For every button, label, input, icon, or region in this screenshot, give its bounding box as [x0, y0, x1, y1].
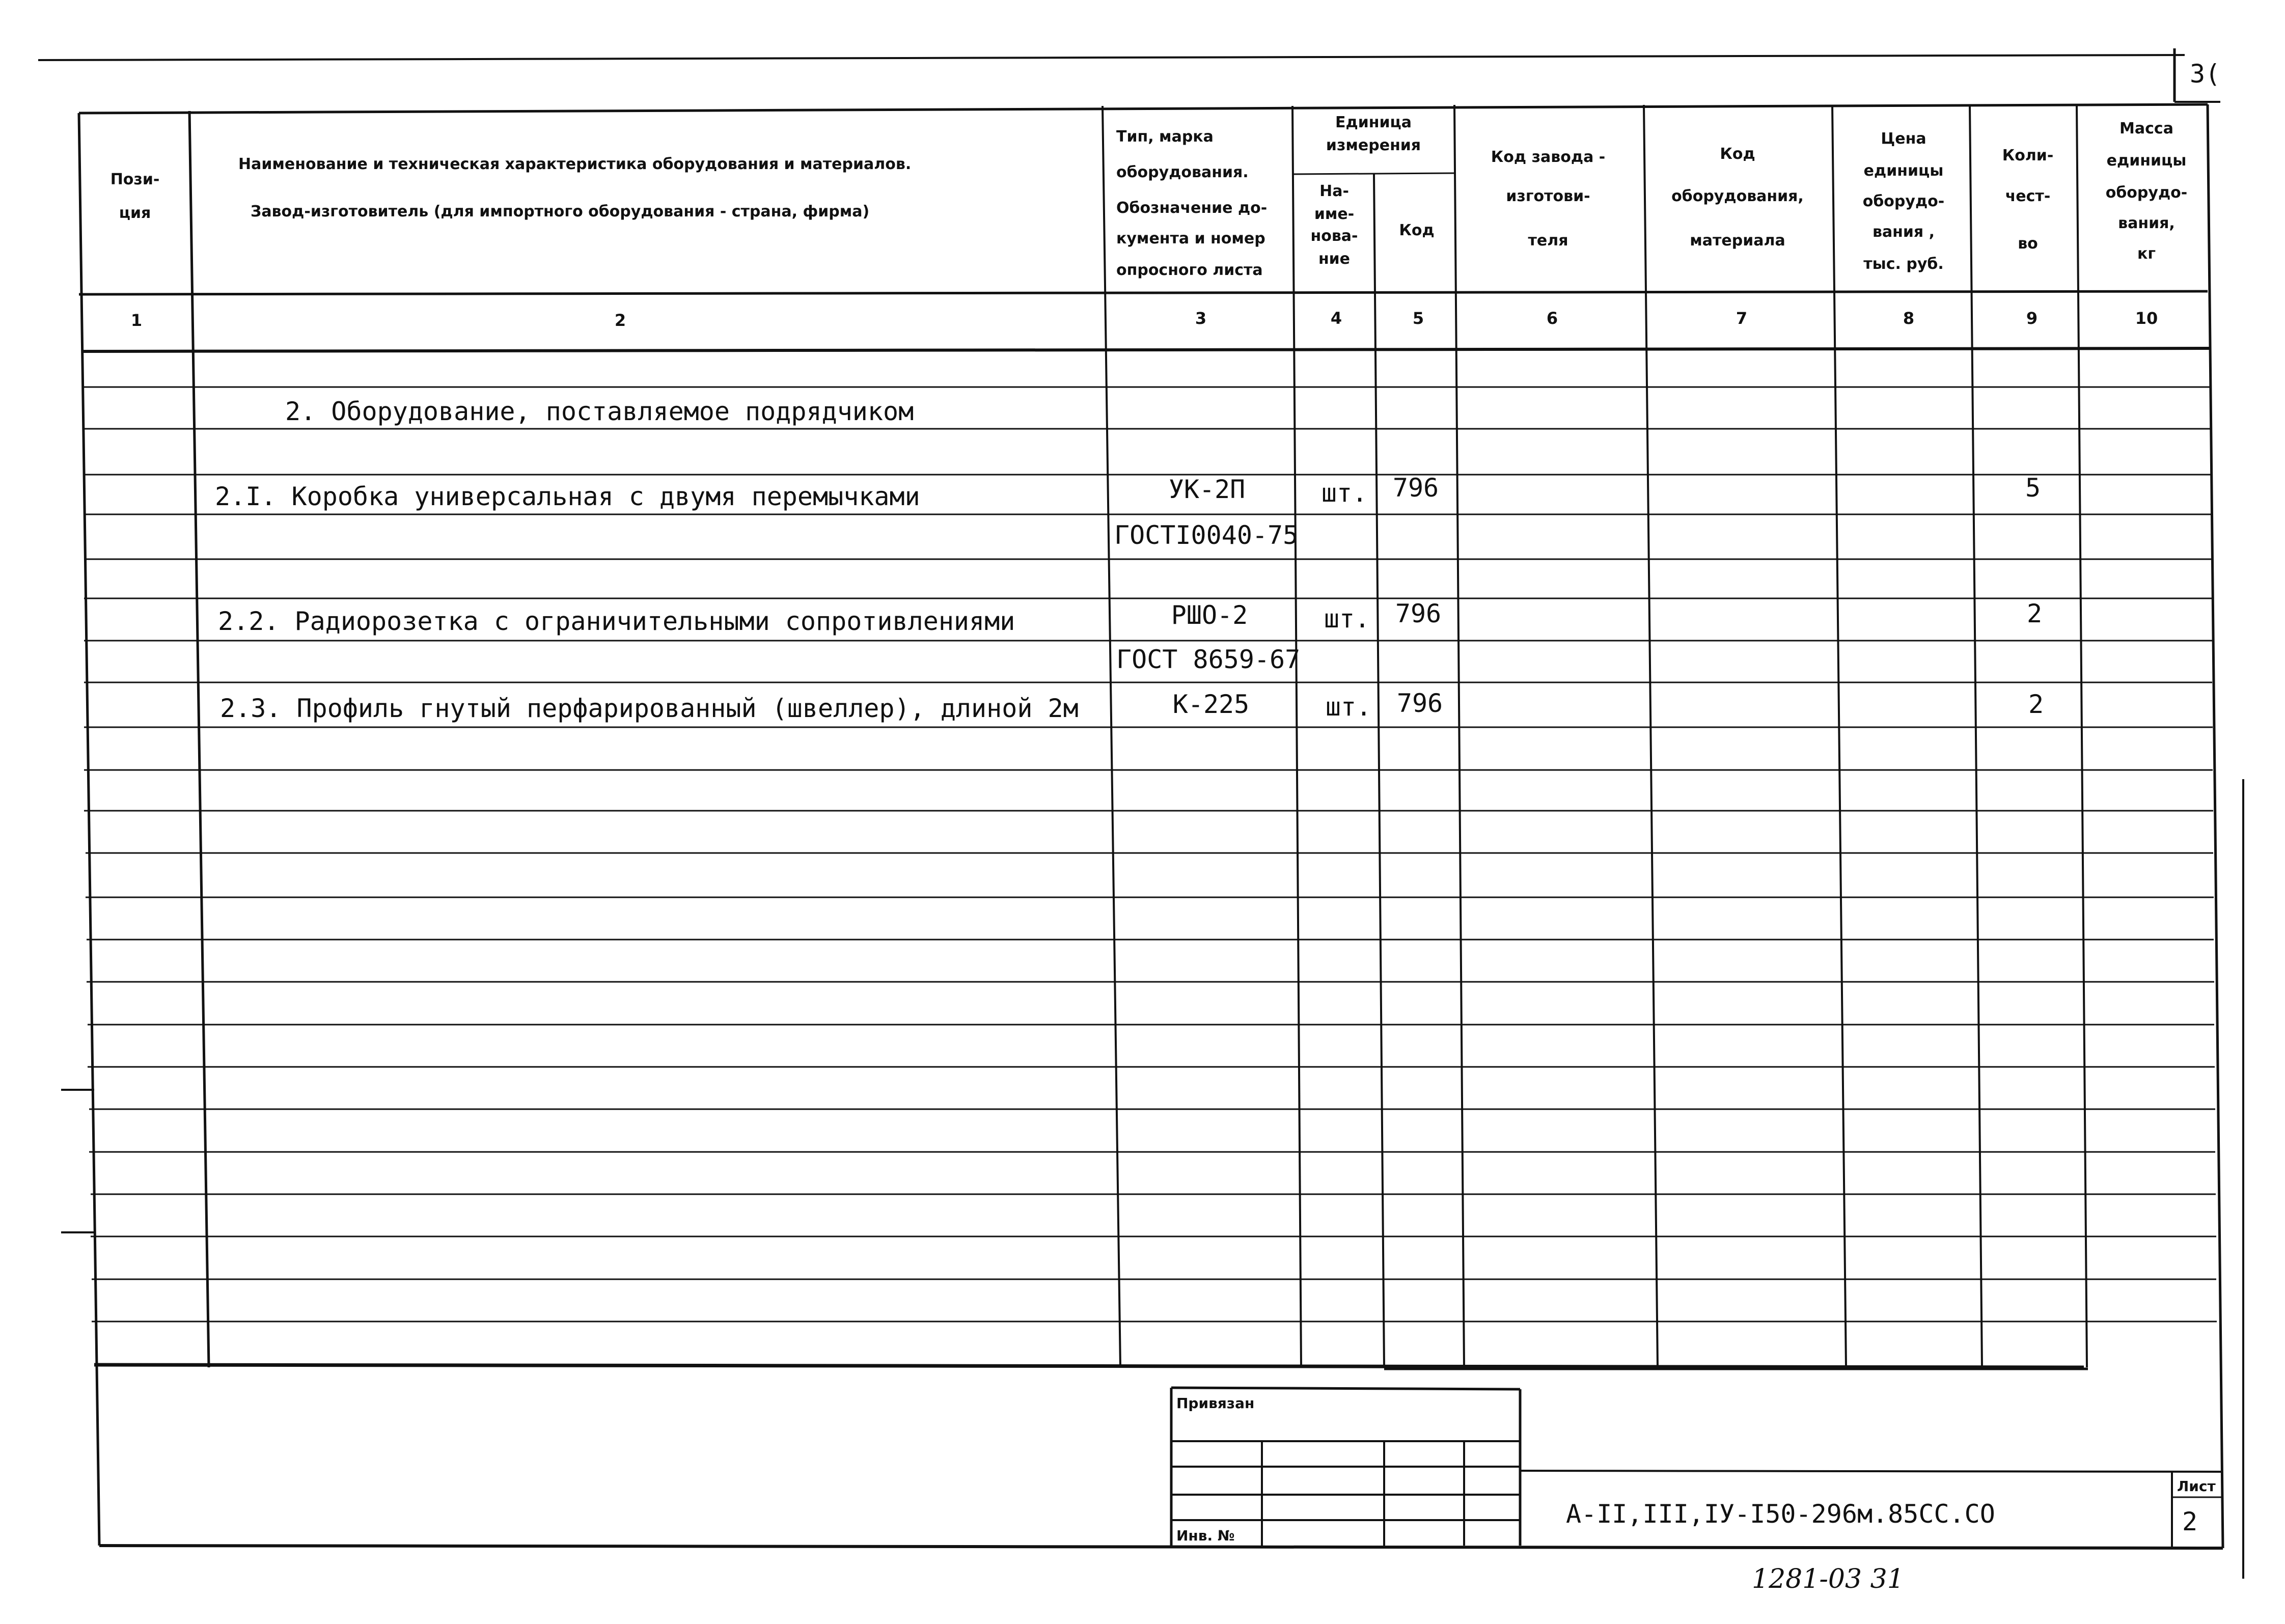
svg-text:кумента и номер: кумента и номер	[1116, 230, 1265, 247]
item-doc: ГОСТ 8659-67	[1116, 645, 1301, 674]
svg-text:оборудования.: оборудования.	[1116, 163, 1249, 181]
svg-text:Пози-: Пози-	[110, 171, 160, 188]
col-line-5	[1454, 105, 1464, 1367]
svg-text:Код завода -: Код завода -	[1491, 148, 1606, 166]
col-line-7	[1832, 105, 1846, 1367]
item-qty: 2	[2026, 599, 2043, 628]
item-name: 2.2. Радиорозетка с ограничительными сопротивлениями	[218, 607, 1015, 636]
svg-text:единицы: единицы	[1863, 162, 1944, 180]
designation-top-line	[1520, 1471, 2223, 1472]
svg-text:6: 6	[1546, 309, 1558, 328]
svg-text:Тип, марка: Тип, марка	[1116, 128, 1214, 146]
item-row-1	[215, 473, 2041, 550]
item-unit: шт.	[1321, 478, 1368, 508]
svg-text:2: 2	[614, 311, 626, 330]
unit-group-divider	[1292, 173, 1454, 174]
item-name: 2.I. Коробка универсальная с двумя перемычками	[215, 482, 920, 511]
svg-text:4: 4	[1330, 309, 1342, 328]
number-row-bottom-line	[81, 348, 2210, 351]
svg-text:8: 8	[1903, 309, 1915, 328]
header-col-6	[1491, 148, 1605, 250]
svg-text:изготови-: изготови-	[1506, 187, 1590, 205]
svg-text:Код: Код	[1720, 145, 1755, 163]
svg-text:ние: ние	[1318, 250, 1351, 268]
item-doc: ГОСТI0040-75	[1114, 520, 1299, 550]
svg-text:3: 3	[1195, 309, 1207, 328]
svg-text:оборудо-: оборудо-	[2105, 184, 2188, 202]
top-border-line	[38, 55, 2185, 60]
svg-text:во: во	[2018, 235, 2038, 253]
item-row-2	[218, 599, 2042, 674]
svg-text:9: 9	[2026, 309, 2038, 328]
svg-text:Обозначение до-: Обозначение до-	[1116, 199, 1268, 217]
col-line-8	[1970, 105, 1982, 1367]
header-col-1	[111, 171, 160, 222]
svg-text:5: 5	[1412, 309, 1424, 328]
col-line-2	[1103, 106, 1120, 1367]
col-line-6	[1644, 105, 1658, 1367]
header-col-5: Код	[1399, 222, 1435, 239]
header-bottom-line	[79, 291, 2208, 294]
column-numbers-row	[131, 309, 2158, 330]
item-code: 796	[1395, 599, 1442, 628]
svg-text:Единица: Единица	[1335, 114, 1412, 131]
svg-text:вания,: вания,	[2118, 214, 2175, 232]
header-unit-group	[1326, 114, 1421, 154]
page-corner-number: 3(	[2190, 59, 2221, 89]
col-line-1	[189, 111, 209, 1367]
svg-text:Масса: Масса	[2119, 120, 2173, 137]
item-code: 796	[1392, 473, 1439, 503]
table-right-border	[2208, 104, 2223, 1548]
stamp-outer-bottom	[99, 1546, 2223, 1548]
svg-text:тыс. руб.: тыс. руб.	[1863, 255, 1944, 273]
table-bottom-line	[94, 1365, 2084, 1367]
item-qty: 2	[2028, 690, 2044, 719]
svg-text:измерения: измерения	[1326, 136, 1421, 154]
sheet-label: Лист	[2177, 1478, 2216, 1495]
svg-text:чест-: чест-	[2005, 187, 2051, 205]
document-designation: А-II,III,IУ-I50-296м.85СС.СО	[1566, 1499, 1995, 1529]
header-col-7	[1671, 145, 1804, 250]
svg-text:кг: кг	[2137, 245, 2156, 263]
svg-text:материала: материала	[1690, 232, 1785, 250]
svg-text:1: 1	[130, 311, 143, 330]
section-title: 2. Оборудование, поставляемое подрядчиком	[285, 397, 914, 426]
svg-text:Завод-изготовитель (для импорт: Завод-изготовитель (для импортного оборудования - страна, фирма)	[251, 203, 870, 221]
svg-text:теля: теля	[1528, 232, 1568, 250]
svg-text:На-: На-	[1319, 182, 1349, 200]
svg-text:единицы: единицы	[2106, 152, 2187, 170]
svg-text:опросного листа: опросного листа	[1116, 261, 1263, 279]
svg-text:оборудования,: оборудования,	[1671, 187, 1804, 205]
svg-text:оборудо-: оборудо-	[1862, 192, 1945, 210]
item-qty: 5	[2025, 473, 2041, 503]
item-type: УК-2П	[1168, 475, 1246, 504]
svg-text:Цена: Цена	[1881, 130, 1926, 148]
header-col-4	[1310, 182, 1358, 268]
stamp-inv-label: Инв. №	[1176, 1527, 1235, 1544]
svg-text:7: 7	[1736, 309, 1748, 328]
stamp-top	[1171, 1388, 1520, 1389]
item-unit: шт.	[1324, 604, 1370, 634]
item-unit: шт.	[1325, 692, 1372, 722]
stamp-bound-label: Привязан	[1176, 1395, 1255, 1412]
table-top-border	[79, 104, 2208, 113]
header-col-10	[2106, 120, 2188, 263]
svg-text:10: 10	[2135, 309, 2158, 328]
header-col-8	[1863, 130, 1945, 273]
item-type: РШО-2	[1171, 600, 1248, 630]
item-row-3	[220, 689, 2044, 723]
item-name: 2.3. Профиль гнутый перфарированный (швеллер), длиной 2м	[220, 694, 1079, 723]
header-col-3	[1116, 128, 1267, 279]
svg-text:Коли-: Коли-	[2002, 147, 2054, 164]
svg-text:Наименование и техническая хар: Наименование и техническая характеристика оборудования и материалов.	[238, 155, 912, 173]
header-col-9	[2002, 147, 2054, 253]
svg-text:ция: ция	[119, 204, 151, 222]
col-line-9	[2077, 105, 2087, 1367]
handwritten-note: 1281-03 31	[1752, 1564, 1904, 1594]
item-code: 796	[1396, 689, 1443, 718]
header-col-2	[238, 155, 911, 221]
col-line-3	[1292, 106, 1301, 1367]
svg-text:име-: име-	[1314, 205, 1355, 223]
svg-text:вания ,: вания ,	[1872, 223, 1935, 241]
item-type: К-225	[1172, 690, 1250, 719]
svg-text:нова-: нова-	[1310, 227, 1358, 245]
sheet-number: 2	[2182, 1507, 2198, 1536]
table-left-border	[79, 113, 99, 1546]
